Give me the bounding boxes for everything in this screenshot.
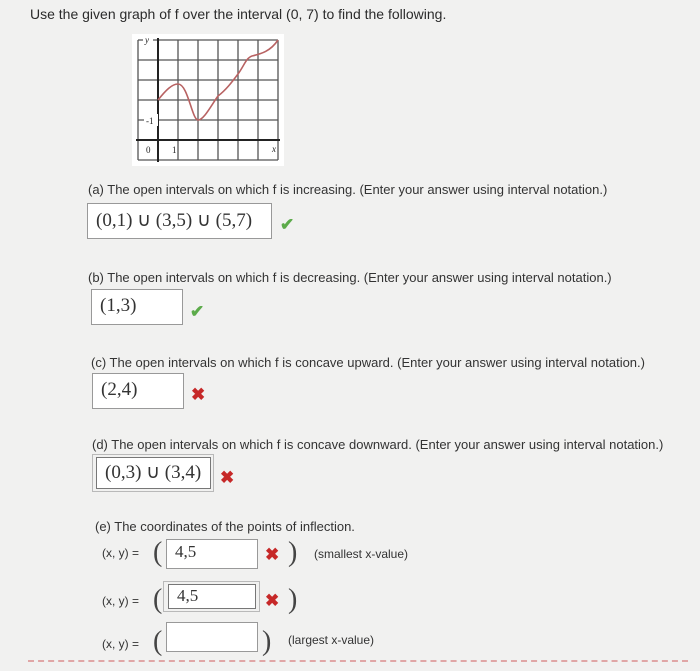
question-prompt: Use the given graph of f over the interval (0, 7) to find the following.: [30, 6, 447, 22]
tick-label-0: 0: [146, 145, 151, 155]
answer-d-input[interactable]: (0,3) ∪ (3,4): [96, 457, 211, 489]
function-graph: [132, 34, 284, 166]
xy-label: (x, y) =: [102, 594, 140, 608]
inflection-2-input[interactable]: 4,5: [168, 584, 256, 609]
incorrect-icon: ✖: [265, 591, 280, 610]
incorrect-icon: ✖: [191, 385, 206, 404]
close-paren: ): [288, 584, 298, 615]
open-paren: (: [153, 537, 163, 568]
inflection-3-input[interactable]: [166, 622, 258, 652]
close-paren: ): [262, 626, 272, 657]
close-paren: ): [288, 537, 298, 568]
check-icon: ✔: [280, 215, 295, 234]
answer-a-input[interactable]: (0,1) ∪ (3,5) ∪ (5,7): [87, 203, 272, 239]
question-c-text: (c) The open intervals on which f is concave upward. (Enter your answer using interval notation.): [91, 355, 645, 370]
question-a-text: (a) The open intervals on which f is increasing. (Enter your answer using interval notation.): [88, 182, 608, 197]
xy-label: (x, y) =: [102, 637, 140, 651]
x-axis-label: x: [272, 144, 276, 154]
answer-b-input[interactable]: (1,3): [91, 289, 183, 325]
section-divider: [28, 660, 688, 662]
incorrect-icon: ✖: [265, 545, 280, 564]
largest-x-note: (largest x-value): [288, 633, 375, 647]
question-d-text: (d) The open intervals on which f is concave downward. (Enter your answer using interval notation.): [92, 437, 664, 452]
smallest-x-note: (smallest x-value): [314, 547, 409, 561]
y-axis-label: y: [145, 35, 149, 45]
tick-label-1: 1: [172, 145, 177, 155]
incorrect-icon: ✖: [220, 468, 235, 487]
open-paren: (: [153, 626, 163, 657]
open-paren: (: [153, 584, 163, 615]
check-icon: ✔: [190, 302, 205, 321]
tick-label-neg1: -1: [146, 116, 154, 126]
question-e-text: (e) The coordinates of the points of inflection.: [95, 519, 355, 534]
xy-label: (x, y) =: [102, 546, 140, 560]
question-b-text: (b) The open intervals on which f is decreasing. (Enter your answer using interval notation.): [88, 270, 612, 285]
answer-c-input[interactable]: (2,4): [92, 373, 184, 409]
inflection-1-input[interactable]: 4,5: [166, 539, 258, 569]
